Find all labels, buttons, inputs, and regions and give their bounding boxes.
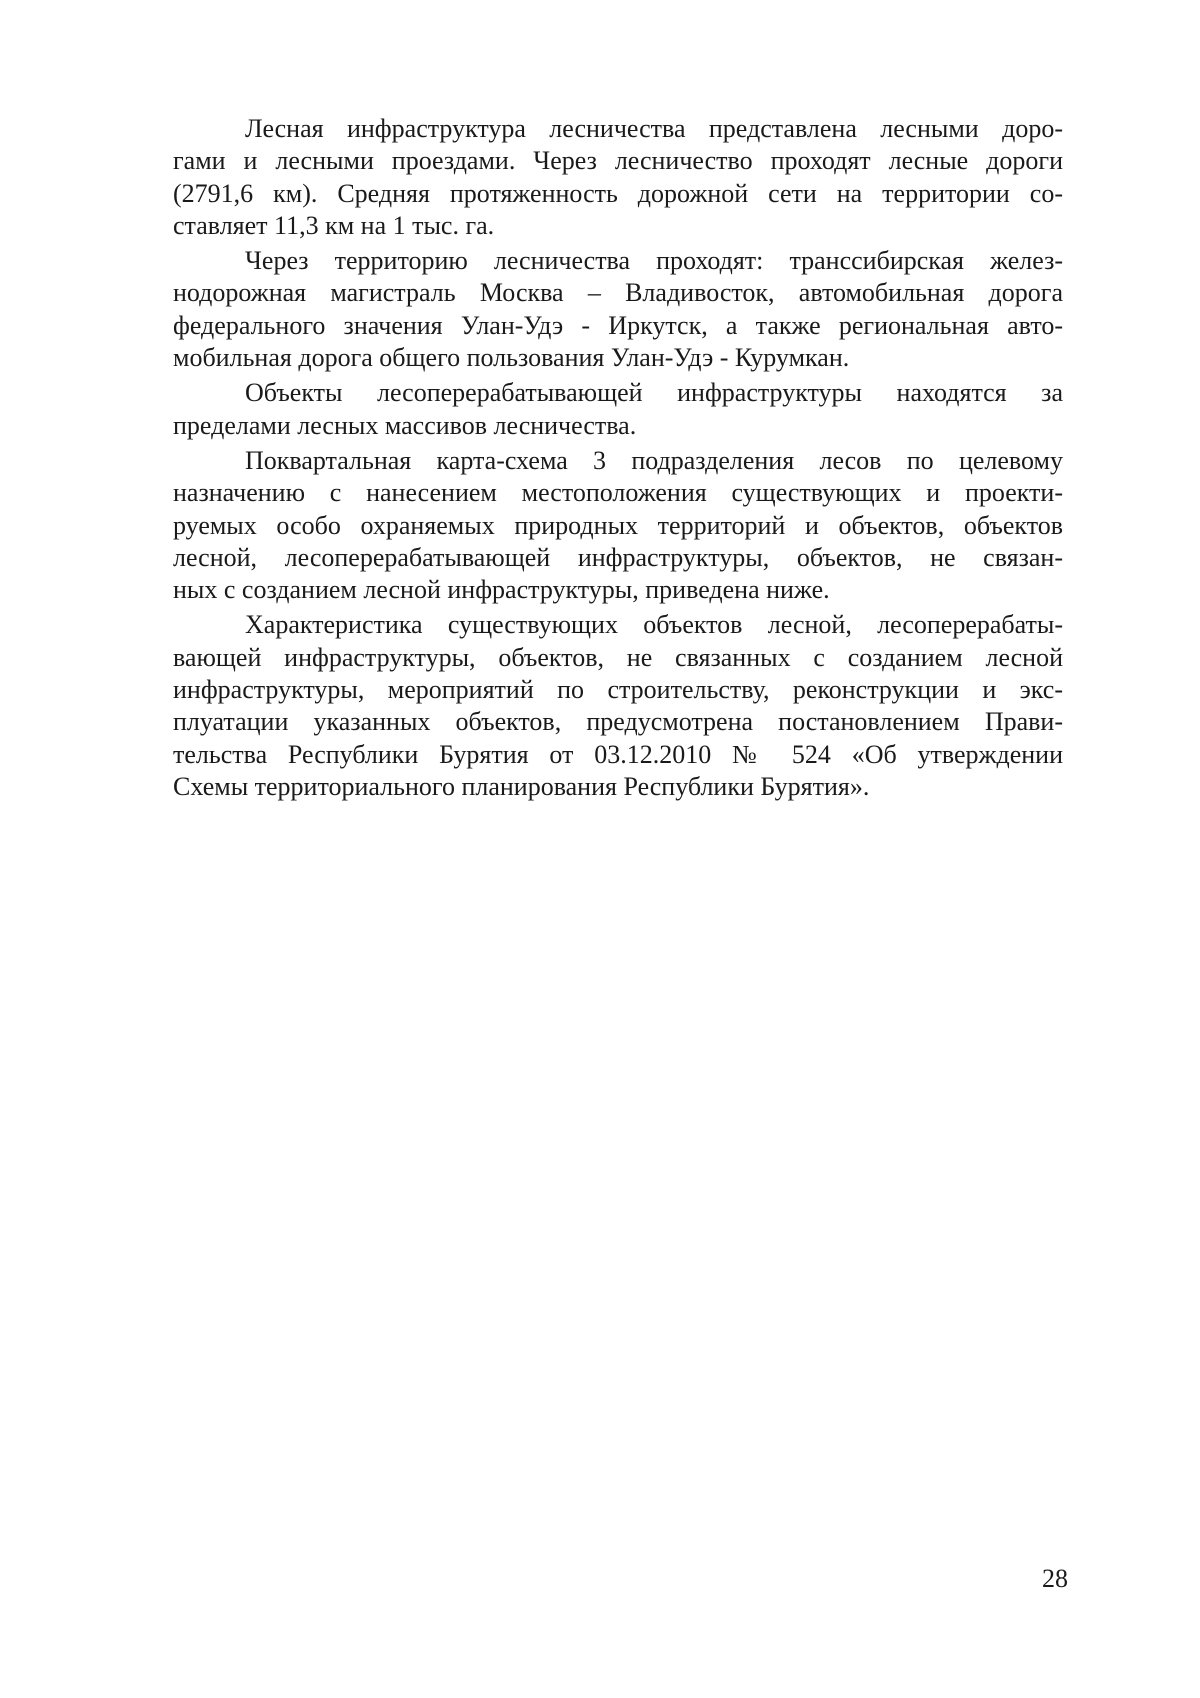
paragraph-processing-infrastructure	[173, 377, 1063, 442]
text-line: гами и лесными проездами. Через лесничество проходят лесные дороги	[173, 146, 1063, 176]
body-text	[173, 113, 1063, 806]
text-line: федерального значения Улан-Удэ - Иркутск, а также региональная авто-	[173, 310, 1063, 340]
text-line: лесной, лесоперерабатывающей инфраструктуры, объектов, не связан-	[173, 542, 1063, 572]
text-line: ставляет 11,3 км на 1 тыс. га.	[173, 210, 495, 240]
paragraph-forest-roads	[173, 113, 1063, 242]
text-line: Объекты лесоперерабатывающей инфраструктуры находятся за	[245, 378, 1063, 408]
paragraph-transport-routes	[173, 245, 1063, 374]
text-line: (2791,6 км). Средняя протяженность дорожной сети на территории со-	[173, 178, 1063, 208]
text-line: назначению с нанесением местоположения существующих и проекти-	[173, 478, 1063, 508]
paragraph-characteristics	[173, 609, 1063, 803]
paragraph-map-scheme	[173, 445, 1063, 606]
text-line: инфраструктуры, мероприятий по строительству, реконструкции и экс-	[173, 675, 1063, 705]
text-line: вающей инфраструктуры, объектов, не связанных с созданием лесной	[173, 642, 1063, 672]
text-line: плуатации указанных объектов, предусмотрена постановлением Прави-	[173, 707, 1063, 737]
text-line: ных с созданием лесной инфраструктуры, приведена ниже.	[173, 575, 830, 605]
text-line: Лесная инфраструктура лесничества представлена лесными доро-	[245, 114, 1063, 143]
text-line: Характеристика существующих объектов лесной, лесоперерабаты-	[245, 610, 1063, 640]
text-line: Схемы территориального планирования Республики Бурятия».	[173, 771, 870, 801]
page-number: 28	[1042, 1564, 1068, 1593]
text-line: нодорожная магистраль Москва – Владивосток, автомобильная дорога	[173, 278, 1063, 308]
text-line: пределами лесных массивов лесничества.	[173, 410, 637, 440]
text-line: тельства Республики Бурятия от 03.12.2010 № 524 «Об утверждении	[173, 739, 1063, 769]
text-line: Поквартальная карта-схема 3 подразделения лесов по целевому	[245, 445, 1063, 475]
text-line: мобильная дорога общего пользования Улан-Удэ - Курумкан.	[173, 343, 850, 373]
text-line: руемых особо охраняемых природных территорий и объектов, объектов	[173, 510, 1063, 540]
text-line: Через территорию лесничества проходят: транссибирская желез-	[245, 246, 1063, 276]
